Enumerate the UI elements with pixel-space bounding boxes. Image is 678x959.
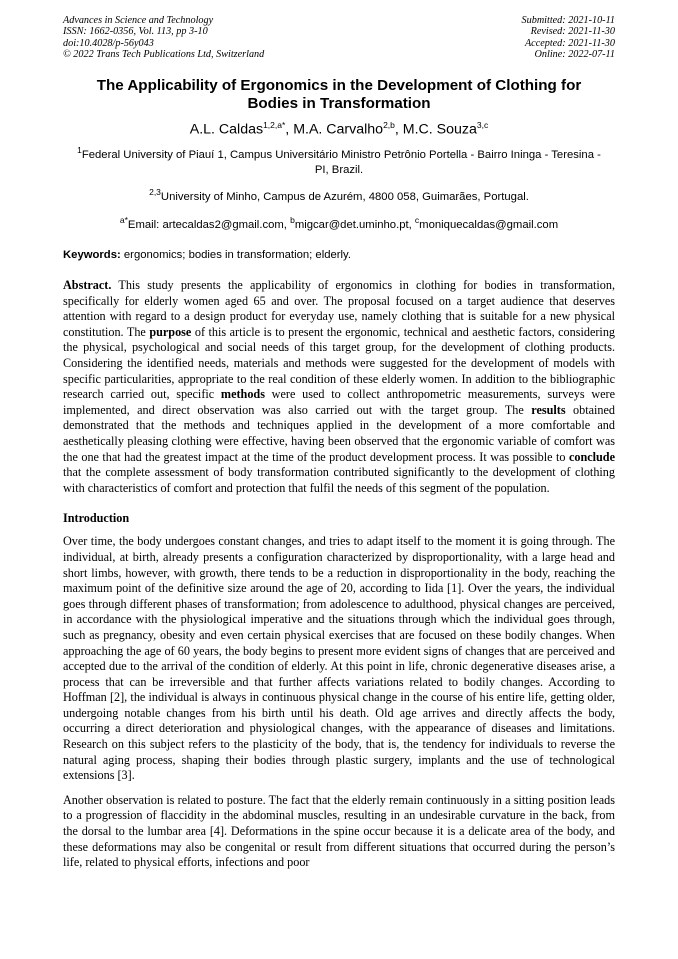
section-heading-introduction: Introduction	[63, 511, 130, 526]
journal-copyright: © 2022 Trans Tech Publications Ltd, Switzerland	[63, 49, 265, 61]
date-submitted: Submitted: 2021-10-11	[521, 15, 615, 26]
paper-title: The Applicability of Ergonomics in the Development of Clothing for Bodies in Transformation	[96, 76, 582, 112]
abstract-keyword: conclude	[568, 449, 615, 464]
date-online: Online: 2022-07-11	[534, 49, 615, 61]
body-paragraph: Over time, the body undergoes constant changes, and tries to adapt itself to the moment it is going through. The individual, at birth, already presents a configuration characterized by disproportionality, with a large head and short limbs, however, with growth, there tends to be a reduction in disproportionality in the body, reaching the maximum point of the definitive size around the age of 20, according to Iida [1]. Over the years, the individual goes through different phases of transformation; from adolescence to adulthood, physical changes are perceived, in accordance with the physiological imperative and the situations through which the individual goes through, such as pregnancy, obesity and even certain physical exercises that are focused on these bodily changes. When approaching the age of 60 years, the body begins to present more evident signs of changes that are perceived and accepted due to the arrival of the condition of elderly. At this point in life, chronic degenerative diseases arise, a process that can be irreversible and that further affects variations related to bodily changes. According to Hoffman [2], the individual is always in continuous physical change in the course of his entire life, getting older, undergoing notable changes from his birth until his death. Old age arrives and directly affects the body, occurring a direct deterioration and physiological changes, with the appearance of diseases and limitations. Research on this subject refers to the plasticity of the body, that is, the tendency for individuals to reverse the natural aging process, shaping their bodies through plastic surgery, implants and the use of technological extensions [3].	[63, 534, 615, 783]
journal-doi: doi:10.4028/p-56y043	[63, 37, 154, 49]
abstract-keyword: methods	[220, 387, 265, 402]
author-name: M.C. Souza	[402, 121, 477, 138]
author-name: A.L. Caldas	[189, 121, 264, 138]
author-affiliation-mark: 2,b	[383, 119, 395, 130]
author-name: M.A. Carvalho	[293, 121, 384, 138]
affiliation-text: University of Minho, Campus de Azurém, 4800 058, Guimarães, Portugal.	[160, 191, 529, 204]
abstract-label: Abstract.	[63, 278, 112, 293]
keywords-text: ergonomics; bodies in transformation; elderly.	[120, 249, 351, 262]
author-affiliation-mark: 1,2,a*	[263, 119, 286, 130]
author-affiliation-mark: 3,c	[476, 119, 489, 130]
email-mark: b	[290, 214, 295, 225]
email-text: moniquecaldas@gmail.com	[419, 218, 559, 231]
abstract-text: of this article is to present the ergonomic, technical and aesthetic factors, considering the physical, psychological and social needs of this target group, for the development of clothing products. Considering the identified needs, materials and methods were suggested for the development of models with specific particularities, appropriate to the real condition of these elderly women. In addition to the bibliographic research carried out, specific	[63, 324, 616, 402]
email-mark: c	[414, 214, 420, 225]
affiliation	[63, 185, 615, 204]
journal-issn: ISSN: 1662-0356, Vol. 113, pp 3-10	[63, 26, 208, 38]
abstract	[63, 278, 615, 496]
body-paragraph: Another observation is related to posture. The fact that the elderly remain continuously in a sitting position leads to a progression of flaccidity in the abdominal muscles, resulting in an undesirable curvature in the back, from the dorsal to the lumbar area [4]. Deformations in the spine occur because it is a delicate area of the body, and these deformations may also be congenital or result from different situations that occurred during the person’s life, related to physical efforts, infections and poor	[63, 792, 615, 870]
keywords-label: Keywords:	[63, 249, 121, 262]
abstract-keyword: purpose	[149, 324, 192, 339]
author-list: A.L. Caldas$^{1,2,a*}$, M.A. Carvalho$^{2,b}$, M.C. Souza$^{3,c}$	[189, 119, 489, 138]
author-emails	[63, 213, 615, 232]
journal-name: Advances in Science and Technology	[63, 15, 214, 26]
submission-dates	[522, 15, 615, 61]
affiliation-mark: 1	[77, 145, 82, 156]
abstract-text: This study presents the applicability of ergonomics in clothing for bodies in transformation, specifically for elderly women aged 65 and over. The proposal focused on a target audience that deserves attention with regard to a design product for everyday use, namely clothing that is suitable for a new physical constitution. The	[63, 278, 615, 339]
keywords	[63, 249, 615, 261]
paper-page	[63, 15, 615, 871]
date-revised: Revised: 2021-11-30	[530, 26, 615, 38]
abstract-text: were used to collect anthropometric measurements, surveys were implemented, and direct observation was also carried out with the target group. The	[63, 387, 616, 417]
email-text: migcar@det.uminho.pt,	[294, 218, 415, 231]
journal-info	[63, 15, 264, 61]
affiliation-mark: 2,3	[149, 187, 161, 198]
journal-header	[63, 15, 615, 61]
abstract-text: obtained demonstrated that the methods and techniques applied in the development of a more comfortable and aesthetically pleasing clothing were effective, having been observed that the ergonomic variable of comfort was the one that had the greatest impact at the time of the product development process. It was possible to	[63, 402, 615, 464]
affiliation-text: Federal University of Piauí 1, Campus Universitário Ministro Petrônio Portella - Bairro Ininga - Teresina - PI, Brazil.	[81, 149, 601, 176]
affiliation	[63, 143, 615, 177]
email-text: Email: artecaldas2@gmail.com,	[127, 218, 291, 231]
email-mark: a*	[119, 214, 128, 225]
date-accepted: Accepted: 2021-11-30	[524, 37, 615, 49]
abstract-keyword: results	[531, 402, 566, 417]
abstract-text: that the complete assessment of body transformation contributed significantly to the development of clothing with characteristics of comfort and protection that fulfil the needs of this segment of the population.	[63, 465, 615, 495]
